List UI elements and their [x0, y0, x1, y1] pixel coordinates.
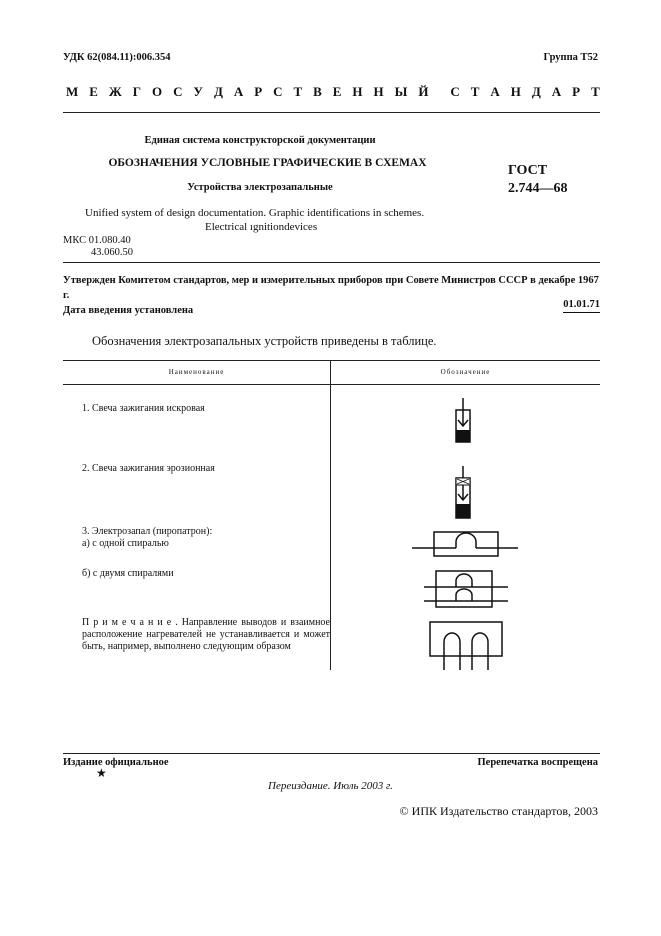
reissue-note: Переиздание. Июль 2003 г. [268, 780, 393, 792]
heading-letter: С [173, 84, 183, 99]
copyright: © ИПК Издательство стандартов, 2003 [399, 804, 598, 818]
title-divider [63, 262, 600, 263]
official-edition: Издание официальное [63, 757, 169, 768]
table-row-subname: а) с одной спиралью [82, 538, 169, 549]
table-row-name: 3. Электрозапал (пиропатрон): [82, 526, 213, 537]
erosion-plug-symbol [448, 466, 478, 522]
heading-letter: Д [531, 84, 541, 99]
heading-letter: У [193, 84, 203, 99]
intro-paragraph: Обозначения электрозапальных устройств приведены в таблице. [92, 334, 437, 348]
gost-designation [508, 162, 568, 198]
heading-letter: Т [470, 84, 480, 99]
table-header-border [63, 384, 600, 385]
table-row-name: б) с двумя спиралями [82, 568, 174, 579]
heading-letter: Р [254, 84, 263, 99]
heading-letter: Г [132, 84, 141, 99]
table-column-divider [330, 360, 331, 670]
heading-letter: Т [293, 84, 303, 99]
heading-letter: Н [373, 84, 384, 99]
heading-letter: Е [332, 84, 342, 99]
group-code: Группа Т52 [543, 52, 598, 63]
udk-code: УДК 62(084.11):006.354 [63, 52, 171, 63]
heading-letter: А [233, 84, 244, 99]
heading-letter: Н [510, 84, 521, 99]
table-row-name: 1. Свеча зажигания искровая [82, 403, 205, 414]
heading-letter: А [490, 84, 500, 99]
heading-letter: Т [591, 84, 600, 99]
alternative-heaters-symbol [428, 620, 508, 670]
interstate-standard-heading [66, 84, 600, 100]
mks-code-2: 43.060.50 [91, 247, 133, 258]
heading-letter: Ж [108, 84, 122, 99]
heading-letter: С [273, 84, 283, 99]
double-coil-igniter-symbol [424, 569, 508, 609]
approval-statement [63, 273, 600, 318]
heading-letter: Ы [394, 84, 408, 99]
heading-letter: А [551, 84, 562, 99]
system-name: Единая система конструкторской документации [144, 135, 376, 146]
table-row-name: 2. Свеча зажигания эрозионная [82, 463, 215, 474]
heading-letter: Е [89, 84, 98, 99]
heading-letter: Д [213, 84, 223, 99]
column-header-symbol: Обозначение [440, 368, 491, 376]
mks-code-1: МКС 01.080.40 [63, 235, 131, 246]
heading-letter: Н [352, 84, 363, 99]
heading-letter: Й [418, 84, 429, 99]
approval-text: Утвержден Комитетом стандартов, мер и измерительных приборов при Совете Министров СССР в декабре 1967 г. [63, 275, 599, 301]
spark-plug-symbol [448, 398, 478, 446]
footer-divider [63, 753, 600, 754]
gost-label: ГОСТ [508, 163, 548, 178]
effective-date: 01.01.71 [563, 299, 600, 313]
heading-letter: В [313, 84, 322, 99]
document-title: ОБОЗНАЧЕНИЯ УСЛОВНЫЕ ГРАФИЧЕСКИЕ В СХЕМАХ [108, 157, 427, 169]
table-note: П р и м е ч а н и е . Направление выводов и взаимное расположение нагревателей не устанавливается и может быть, например, выполнено следующим образом [82, 617, 330, 652]
table-top-border [63, 360, 600, 361]
star-icon: ★ [96, 766, 107, 780]
heading-letter: Р [572, 84, 581, 99]
heading-letter: О [151, 84, 163, 99]
single-coil-igniter-symbol [412, 526, 518, 560]
reprint-prohibited: Перепечатка воспрещена [477, 757, 598, 768]
english-title-line2: Electrical ıgnitiondevices [205, 221, 318, 233]
header-divider [63, 112, 600, 113]
english-title-line1: Unified system of design documentation. Graphic identifications in schemes. [85, 207, 425, 219]
heading-letter: М [66, 84, 79, 99]
date-label: Дата введения установлена [63, 305, 194, 316]
gost-number: 2.744—68 [508, 181, 568, 196]
heading-letter: С [450, 84, 460, 99]
column-header-name: Наименование [168, 368, 225, 376]
document-subtitle: Устройства электрозапальные [187, 182, 333, 193]
